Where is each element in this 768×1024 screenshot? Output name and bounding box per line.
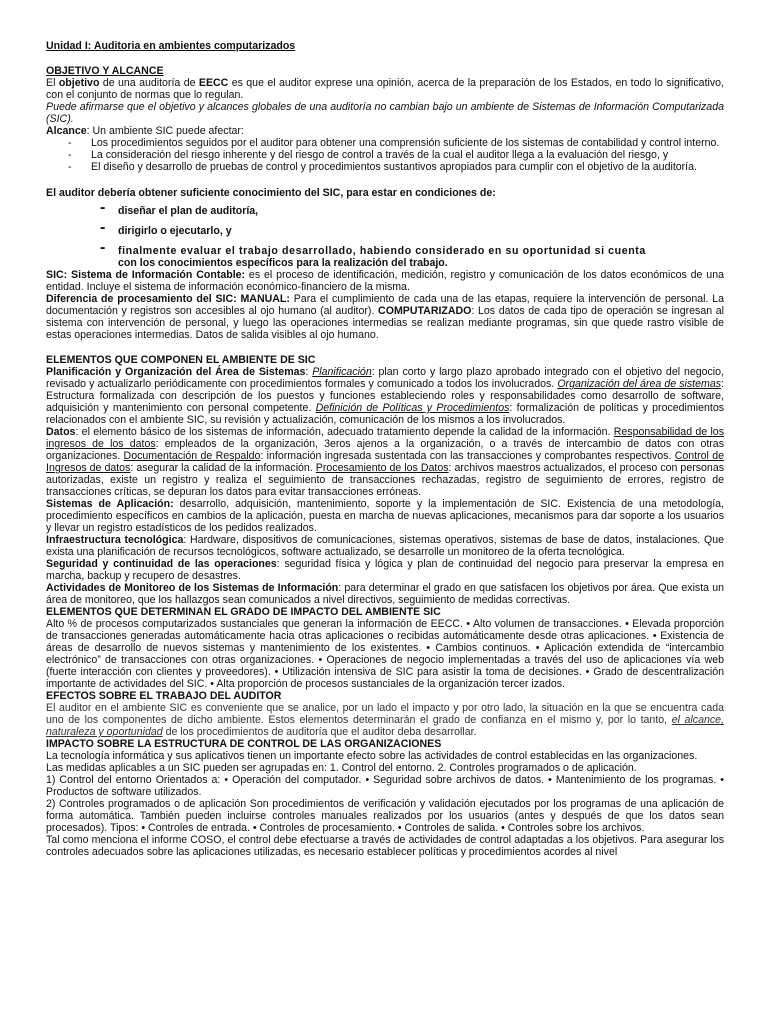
section-heading-efectos: EFECTOS SOBRE EL TRABAJO DEL AUDITOR	[46, 690, 282, 702]
conocimiento-continuation: con los conocimientos específicos para la realización del trabajo.	[118, 257, 448, 269]
estructura-paragraph-5: Tal como menciona el informe COSO, el control debe efectuarse a través de actividades de control adaptadas a los objetivos. Para asegurar los controles adecuados sobre las aplicaciones utilizadas, es necesario establecer políticas y procedimientos acordes al nivel	[46, 834, 724, 858]
aplicacion-paragraph: Sistemas de Aplicación: desarrollo, adquisición, mantenimiento, soporte y la implementación de SIC. Existencia de una metodología, procedimiento específicos en cambios de la aplicación, puesta en marcha de nuevas aplicaciones, mecanismos para dar soporte a los usuarios y llevar un registro estadísticos de los pedidos realizados.	[46, 498, 724, 534]
alcance-paragraph: Alcance: Un ambiente SIC puede afectar:	[46, 125, 244, 137]
estructura-paragraph-4: 2) Controles programados o de aplicación Son procedimientos de verificación y validación ejecutados por los programas de una aplicación de forma automática. También pueden incluirse controles manuales realizados por los usuarios (antes y después de que los datos sean procesados). Tipos: • Controles de entrada. • Controles de procesamiento. • Controles de salida. • Controles sobre los archivos.	[46, 798, 724, 834]
list-item: - diseñar el plan de auditoría,	[46, 205, 724, 217]
list-item: - La consideración del riesgo inherente y del riesgo de control a través de la cual el auditor llega a la evaluación del riesgo, y	[46, 149, 724, 161]
efectos-paragraph: El auditor en el ambiente SIC es conveniente que se analice, por un lado el impacto y por otro lado, la situación en la que se encuentra cada uno de los componentes de dicho ambiente. Estos elementos determinarán el grado de confianza en el mismo y, por lo tanto, el alcance, naturaleza y oportunidad de los procedimientos de auditoría que el auditor deba desarrollar.	[46, 702, 724, 738]
section-heading-estructura: IMPACTO SOBRE LA ESTRUCTURA DE CONTROL DE LAS ORGANIZACIONES	[46, 738, 442, 750]
conocimiento-list	[46, 205, 724, 257]
datos-paragraph: Datos: el elemento básico de los sistemas de información, adecuado tratamiento depende la calidad de la información. Responsabilidad de los ingresos de los datos: empleados de la organización, 3eros ajenos a la organización, o a través de intercambio de datos con otras organizaciones. Documentación de Respaldo: información ingresada sustentada con las transacciones y comprobantes respectivos. Control de Ingresos de datos: asegurar la calidad de la información. Procesamiento de los Datos: archivos maestros actualizados, el proceso con personas autorizadas, existe un registro y realiza el seguimiento de transacciones rechazadas, registro de seguimiento de errores, registro de transacciones críticas, se depuran los datos para evitar transacciones erróneas.	[46, 426, 725, 498]
section-heading-elementos: ELEMENTOS QUE COMPONEN EL AMBIENTE DE SIC	[46, 354, 316, 366]
section-heading-objetivo: OBJETIVO Y ALCANCE	[46, 65, 164, 77]
list-item: - El diseño y desarrollo de pruebas de control y procedimientos sustantivos apropiados para cumplir con el objetivo de la auditoría.	[46, 161, 724, 173]
section-heading-impacto-grado: ELEMENTOS QUE DETERMINAN EL GRADO DE IMPACTO DEL AMBIENTE SIC	[46, 606, 441, 618]
list-item: - finalmente evaluar el trabajo desarrollado, habiendo considerado en su oportunidad si cuenta	[46, 245, 724, 257]
objetivo-paragraph: El objetivo de una auditoría de EECC es que el auditor exprese una opinión, acerca de la preparación de los Estados, en todo lo significativo, con el conjunto de normas que lo regulan.	[46, 77, 724, 101]
alcance-list	[46, 137, 724, 173]
impacto-grado-paragraph: Alto % de procesos computarizados sustanciales que generan la información de EECC. • Alto volumen de transacciones. • Elevada proporción de transacciones generadas automáticamente hacia otras aplicaciones o recibidas automáticamente desde otras aplicaciones. • Existencia de áreas de desarrollo de nuevos sistemas y mantenimiento de los existentes. • Cambios continuos. • Aplicación extendida de “intercambio electrónico” de transacciones con otras organizaciones. • Operaciones de negocio implementadas a través del uso de aplicaciones vía web (fuerte interacción con clientes y proveedores). • Utilización intensiva de SIC para asistir la toma de decisiones. • Grado de descentralización importante de actividades del SIC. • Alta proporción de procesos sustanciales de la organización tercer izados.	[46, 618, 724, 690]
diferencia-paragraph: Diferencia de procesamiento del SIC: MANUAL: Para el cumplimiento de cada una de las etapas, requiere la intervención de personal. La documentación y registros son accesibles al ojo humano (al auditor). COMPUTARIZADO: Los datos de cada tipo de operación se ingresan al sistema con intervención de personal, y luego las operaciones intermedias se realizan mediante programas, sin que quede rastro visible de estas operaciones intermedias. Datos de salida visibles al ojo humano.	[46, 293, 725, 341]
conocimiento-lead: El auditor debería obtener suficiente conocimiento del SIC, para estar en condiciones de:	[46, 187, 496, 199]
infraestructura-paragraph: Infraestructura tecnológica: Hardware, dispositivos de comunicaciones, sistemas operativos, sistemas de base de datos, instalaciones. Que exista una planificación de recursos tecnológicos, software actualizado, se desarrolle un monitoreo de la oferta tecnológica.	[46, 534, 724, 558]
document-title: Unidad I: Auditoria en ambientes computarizados	[46, 40, 296, 52]
monitoreo-paragraph: Actividades de Monitoreo de los Sistemas de Información: para determinar el grado en que satisfacen los objetivos por área. Que exista un área de monitoreo, que los hallazgos sean comunicados a nivel directivos, seguimiento de medidas correctivas.	[46, 582, 724, 606]
planificacion-paragraph: Planificación y Organización del Área de Sistemas: Planificación: plan corto y largo plazo aprobado integrado con el objetivo del negocio, revisado y actualizarlo periódicamente con procedimientos formales y comunicado a todos los involucrados. Organización del área de sistemas: Estructura formalizada con descripción de los puestos y funciones estableciendo roles y responsabilidades como desarrollo de software, adquisición y mantenimiento con personal competente. Definición de Políticas y Procedimientos: formalización de políticas y procedimientos relacionados con el ambiente SIC, su revisión y actualización, comunicación de los mismos a los involucrados.	[46, 366, 725, 426]
seguridad-paragraph: Seguridad y continuidad de las operaciones: seguridad física y lógica y plan de continuidad del negocio para preservar la empresa en marcha, backup y recupero de desastres.	[46, 558, 724, 582]
sic-paragraph: SIC: Sistema de Información Contable: es el proceso de identificación, medición, registro y comunicación de los datos económicos de una entidad. Incluye el sistema de información económico-financiero de la misma.	[46, 269, 724, 293]
objetivo-italic-paragraph: Puede afirmarse que el objetivo y alcances globales de una auditoría no cambian bajo un ambiente de Sistemas de Información Computarizada (SIC).	[46, 101, 724, 125]
estructura-paragraph-3: 1) Control del entorno Orientados a: • Operación del computador. • Seguridad sobre archivos de datos. • Mantenimiento de los programas. • Productos de software utilizados.	[46, 774, 724, 798]
estructura-paragraph-1: La tecnología informática y sus aplicativos tienen un importante efecto sobre las actividades de control establecidas en las organizaciones.	[46, 750, 698, 762]
list-item: - Los procedimientos seguidos por el auditor para obtener una comprensión suficiente de los sistemas de contabilidad y control interno.	[46, 137, 724, 149]
list-item: - dirigirlo o ejecutarlo, y	[46, 225, 724, 237]
estructura-paragraph-2: Las medidas aplicables a un SIC pueden ser agrupadas en: 1. Control del entorno. 2. Controles programados o de aplicación.	[46, 762, 637, 774]
